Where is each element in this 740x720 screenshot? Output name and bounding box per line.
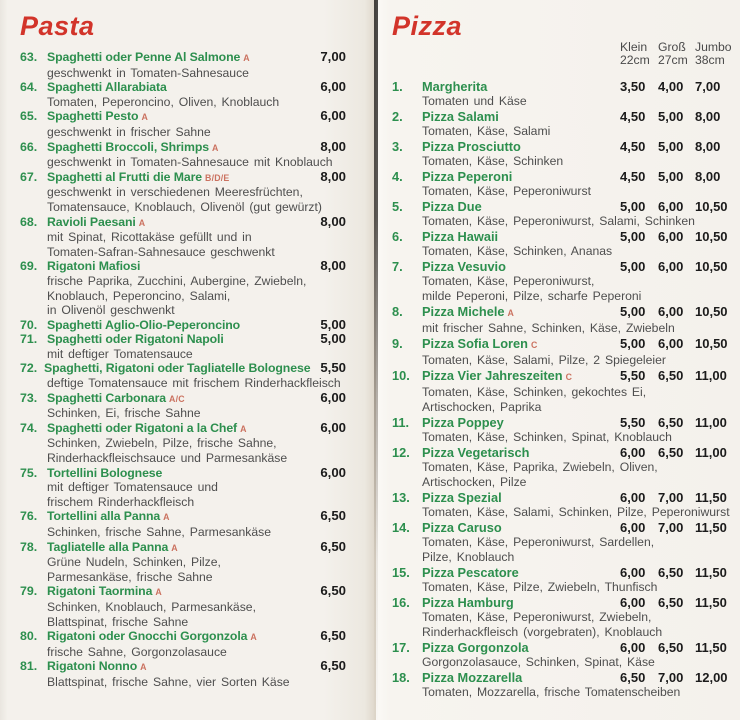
item-price: 8,00 (320, 213, 346, 229)
item-price-klein: 6,00 (620, 564, 646, 580)
item-price-jumbo: 11,00 (695, 444, 727, 460)
item-description: Tomaten, Käse, Schinken, Spinat, Knoblauch (422, 429, 672, 444)
allergen-codes: A (140, 662, 147, 673)
item-number: 8. (392, 303, 403, 319)
pizza-item (392, 169, 728, 199)
item-name: Pizza Michele A (422, 303, 515, 319)
pizza-item (392, 415, 728, 445)
pasta-item-line (20, 259, 346, 274)
pizza-item (392, 109, 728, 139)
pasta-item (20, 318, 346, 333)
item-description: in Olivenöl geschwenkt (47, 303, 175, 318)
item-price: 5,00 (320, 331, 346, 347)
item-price-gross: 6,00 (658, 198, 684, 214)
item-price-klein: 5,00 (620, 335, 646, 351)
item-number: 71. (20, 332, 38, 347)
pizza-item (392, 229, 728, 259)
pasta-item-line (20, 361, 346, 376)
item-description: Tomaten, Käse, Peperoniwurst, Zwiebeln, (422, 609, 652, 624)
item-price-gross: 6,50 (658, 594, 684, 610)
item-name: Pizza Gorgonzola (422, 639, 529, 655)
item-number: 18. (392, 669, 410, 685)
pasta-item-list (20, 50, 346, 690)
item-price-gross: 6,00 (658, 258, 684, 274)
allergen-codes: A (240, 423, 247, 434)
item-number: 69. (20, 259, 38, 274)
item-price-klein: 5,50 (620, 367, 646, 383)
item-number: 11. (392, 414, 410, 430)
size-header-jumbo (695, 40, 732, 67)
pizza-item-line (392, 415, 728, 430)
pasta-item (20, 421, 346, 466)
pizza-item (392, 336, 728, 368)
item-price-jumbo: 10,50 (695, 335, 728, 351)
pizza-item-line (392, 304, 728, 321)
item-description: geschwenkt in frischer Sahne (47, 124, 211, 139)
item-name: Spaghetti Aglio-Olio-Peperoncino (47, 317, 241, 332)
size-header-spacer (392, 41, 620, 67)
item-name: Pizza Due (422, 198, 482, 214)
item-price-klein: 4,50 (620, 168, 646, 184)
item-number: 66. (20, 139, 38, 154)
item-name: Rigatoni Mafiosi (47, 259, 141, 274)
item-description: Artischocken, Pilze (422, 474, 527, 489)
size-header-label: Klein (620, 40, 648, 54)
item-price-klein: 5,50 (620, 414, 646, 430)
pizza-item-line (392, 169, 728, 184)
pizza-item (392, 595, 728, 640)
item-price-gross: 7,00 (658, 669, 684, 685)
item-number: 17. (392, 639, 410, 655)
item-description: Tomaten, Käse, Peperoniwurst, Sardellen, (422, 534, 655, 549)
item-description: Tomaten, Käse, Schinken, gekochtes Ei, (422, 384, 647, 399)
pasta-item (20, 391, 346, 421)
item-name: Pizza Hamburg (422, 594, 514, 610)
item-name: Spaghetti Broccoli, Shrimps A (47, 139, 219, 154)
item-name: Pizza Vier Jahreszeiten C (422, 367, 573, 383)
item-price: 6,00 (320, 464, 346, 480)
item-name: Spaghetti Carbonara A/C (47, 390, 185, 405)
item-number: 74. (20, 420, 38, 435)
pizza-heading: Pizza (392, 11, 463, 41)
pasta-item (20, 584, 346, 629)
pasta-item (20, 170, 346, 215)
item-number: 75. (20, 465, 38, 480)
item-price-klein: 6,00 (620, 444, 646, 460)
item-number: 10. (392, 367, 410, 383)
page-fold-divider (374, 0, 378, 720)
item-number: 6. (392, 228, 403, 244)
item-description: Gorgonzolasauce, Schinken, Spinat, Käse (422, 654, 655, 669)
item-description: mit Spinat, Ricottakäse gefüllt und in (47, 230, 252, 245)
item-description: Tomaten, Käse, Salami (422, 123, 551, 138)
item-name: Tagliatelle alla Panna A (47, 539, 178, 554)
pizza-item-line (392, 229, 728, 244)
item-description: Blattspinat, frische Sahne, vier Sorten Käse (47, 674, 290, 689)
item-name: Tortellini Bolognese (47, 465, 163, 480)
item-name: Pizza Prosciutto (422, 138, 521, 154)
item-price: 6,50 (320, 628, 346, 644)
item-name: Ravioli Paesani A (47, 214, 146, 229)
pasta-item-line (20, 584, 346, 600)
item-description: frische Sahne, Gorgonzolasauce (47, 644, 227, 659)
item-name: Pizza Sofia Loren C (422, 335, 538, 351)
allergen-codes: A (138, 217, 146, 228)
item-name: Pizza Salami (422, 108, 499, 124)
allergen-codes: A (171, 542, 178, 553)
item-number: 14. (392, 519, 410, 535)
item-number: 16. (392, 594, 410, 610)
pasta-item (20, 466, 346, 510)
item-price-jumbo: 10,50 (695, 258, 728, 274)
item-description: Tomaten und Käse (422, 93, 527, 108)
pasta-item-line (20, 421, 346, 437)
item-price-jumbo: 12,00 (695, 669, 728, 685)
item-price-klein: 6,00 (620, 639, 646, 655)
item-description: Rinderhackfleischsauce und Parmesankäse (47, 451, 288, 466)
item-description: Tomatensauce, Knoblauch, Olivenöl (gut gewürzt) (47, 199, 322, 214)
item-description: Tomaten, Käse, Salami, Schinken, Pilze, Peperoniwurst (422, 504, 730, 519)
item-name: Spaghetti Pesto A (47, 109, 148, 124)
pizza-item-line (392, 640, 728, 655)
pasta-item (20, 540, 346, 585)
allergen-codes: C (530, 339, 538, 350)
item-number: 67. (20, 169, 38, 184)
size-header-label: Jumbo (695, 40, 732, 54)
item-number: 12. (392, 444, 410, 460)
pizza-item (392, 368, 728, 415)
item-price-klein: 6,50 (620, 669, 646, 685)
item-description: Grüne Nudeln, Schinken, Pilze, (47, 555, 221, 570)
pasta-item-line (20, 509, 346, 525)
item-description: Knoblauch, Peperoncino, Salami, (47, 288, 231, 303)
item-number: 3. (392, 138, 403, 154)
size-header-klein (620, 41, 658, 67)
pizza-item-line (392, 336, 728, 353)
item-name: Pizza Hawaii (422, 228, 499, 244)
item-number: 7. (392, 258, 403, 274)
item-description: Schinken, Zwiebeln, Pilze, frische Sahne, (47, 436, 277, 451)
pasta-item-line (20, 109, 346, 125)
item-description: Tomaten, Käse, Paprika, Zwiebeln, Oliven, (422, 459, 658, 474)
item-description: Tomaten, Käse, Peperoniwurst, Salami, Schinken (422, 213, 695, 228)
pizza-item (392, 490, 728, 520)
allergen-codes: A (155, 587, 162, 598)
pizza-item (392, 199, 728, 229)
item-name: Rigatoni oder Gnocchi Gorgonzola A (47, 629, 257, 644)
item-price: 7,00 (320, 49, 346, 64)
item-number: 81. (20, 659, 38, 674)
item-name: Spaghetti oder Penne Al Salmone A (47, 50, 250, 64)
pasta-item-line (20, 50, 346, 66)
item-price-gross: 4,00 (658, 78, 684, 94)
item-name: Pizza Caruso (422, 519, 502, 535)
item-price-jumbo: 8,00 (695, 168, 721, 184)
item-number: 78. (20, 539, 38, 554)
pasta-item (20, 509, 346, 539)
item-price-klein: 5,00 (620, 228, 646, 244)
allergen-codes: A (507, 307, 515, 318)
allergen-codes: A (243, 53, 250, 63)
pizza-item-line (392, 199, 728, 214)
item-description: geschwenkt in Tomaten-Sahnesauce mit Knoblauch (47, 155, 333, 170)
pizza-item-line (392, 445, 728, 460)
item-number: 9. (392, 335, 403, 351)
pizza-item (392, 565, 728, 595)
item-name: Pizza Pescatore (422, 564, 519, 580)
item-price: 6,50 (320, 508, 346, 524)
item-number: 73. (20, 390, 38, 405)
size-header-size: 27cm (658, 52, 688, 67)
pasta-item-line (20, 80, 346, 95)
item-name: Pizza Mozzarella (422, 669, 523, 685)
item-price-jumbo: 11,50 (695, 639, 727, 655)
allergen-codes: A (141, 112, 148, 123)
item-description: deftige Tomatensauce mit frischem Rinderhackfleisch (47, 376, 341, 391)
pizza-size-header-row (392, 40, 732, 67)
pizza-item (392, 445, 728, 490)
pasta-item-line (20, 659, 346, 675)
item-description: Parmesankäse, frische Sahne (47, 569, 213, 584)
item-price: 8,00 (320, 138, 346, 154)
item-description: Tomaten, Käse, Peperoniwurst (422, 183, 591, 198)
item-price-gross: 7,00 (658, 489, 684, 505)
allergen-codes: C (565, 371, 573, 382)
allergen-codes: A/C (169, 393, 185, 404)
item-name: Tortellini alla Panna A (47, 509, 170, 524)
pizza-section (392, 11, 732, 700)
item-number: 79. (20, 584, 38, 599)
pasta-item-line (20, 629, 346, 645)
pasta-item (20, 629, 346, 659)
item-number: 2. (392, 108, 403, 124)
item-price-gross: 7,00 (658, 519, 684, 535)
item-description: frische Paprika, Zucchini, Aubergine, Zwiebeln, (47, 273, 307, 288)
item-price-jumbo: 7,00 (695, 78, 721, 94)
pizza-item-line (392, 520, 728, 535)
item-price-klein: 5,00 (620, 303, 646, 319)
item-name: Spaghetti Allarabiata (47, 80, 167, 95)
item-price: 6,50 (320, 583, 346, 599)
item-price: 6,50 (320, 658, 346, 674)
item-price: 6,00 (320, 79, 346, 95)
item-description: Tomaten, Käse, Schinken (422, 153, 564, 168)
pizza-item-line (392, 595, 728, 610)
allergen-codes: A (211, 142, 219, 153)
item-price-jumbo: 8,00 (695, 108, 721, 124)
item-description: Artischocken, Paprika (422, 399, 542, 414)
item-description: mit deftiger Tomatensauce (47, 346, 193, 361)
item-description: geschwenkt in verschiedenen Meeresfrüchten, (47, 185, 303, 200)
item-price-jumbo: 11,50 (695, 594, 727, 610)
pasta-item-line (20, 466, 346, 481)
item-description: Schinken, Knoblauch, Parmesankäse, (47, 599, 256, 614)
item-price-gross: 6,50 (658, 639, 684, 655)
item-price-jumbo: 10,50 (695, 303, 728, 319)
item-price: 5,50 (320, 360, 346, 376)
item-price-jumbo: 11,00 (695, 414, 727, 430)
pasta-item-line (20, 318, 346, 333)
item-number: 5. (392, 198, 403, 214)
item-number: 76. (20, 509, 38, 524)
item-price: 6,50 (320, 538, 346, 554)
item-description: Rinderhackfleisch (vorgebraten), Knoblauch (422, 624, 663, 639)
item-price-gross: 6,00 (658, 228, 684, 244)
item-description: Tomaten, Mozzarella, frische Tomatenscheiben (422, 684, 681, 699)
item-description: Pilze, Knoblauch (422, 549, 515, 564)
item-number: 4. (392, 168, 403, 184)
item-price-klein: 6,00 (620, 519, 646, 535)
item-price-klein: 5,00 (620, 198, 646, 214)
pasta-item (20, 80, 346, 109)
pizza-item-line (392, 109, 728, 124)
pizza-item-line (392, 565, 728, 580)
pizza-item (392, 79, 728, 109)
size-header-size: 22cm (620, 52, 650, 67)
item-price-gross: 6,50 (658, 367, 684, 383)
item-price-jumbo: 10,50 (695, 198, 728, 214)
item-price-klein: 4,50 (620, 138, 646, 154)
item-price-gross: 6,50 (658, 444, 684, 460)
item-name: Spaghetti oder Rigatoni Napoli (47, 332, 224, 347)
item-name: Pizza Vesuvio (422, 258, 506, 274)
pizza-item (392, 304, 728, 336)
item-name: Spaghetti al Frutti die Mare B/D/E (47, 169, 230, 184)
item-description: Tomaten, Käse, Pilze, Zwiebeln, Thunfisch (422, 579, 658, 594)
allergen-codes: A (250, 632, 257, 643)
item-number: 15. (392, 564, 410, 580)
pasta-heading: Pasta (20, 11, 95, 41)
pizza-item (392, 259, 728, 304)
pasta-item (20, 332, 346, 361)
pizza-item (392, 139, 728, 169)
size-header-size: 38cm (695, 52, 725, 67)
item-price: 6,00 (320, 419, 346, 435)
item-number: 63. (20, 50, 38, 64)
item-price: 8,00 (320, 258, 346, 274)
pizza-item (392, 640, 728, 670)
item-price-klein: 6,00 (620, 489, 646, 505)
pasta-item-line (20, 140, 346, 156)
pizza-item-line (392, 490, 728, 505)
item-price-gross: 6,50 (658, 414, 684, 430)
item-description: Tomaten, Käse, Salami, Pilze, 2 Spiegeleier (422, 352, 666, 367)
size-header-label: Groß (658, 40, 686, 54)
item-number: 70. (20, 317, 38, 332)
item-number: 64. (20, 80, 38, 95)
pasta-item-line (20, 540, 346, 556)
item-price: 6,00 (320, 108, 346, 124)
pizza-item (392, 670, 728, 700)
item-price-jumbo: 10,50 (695, 228, 728, 244)
item-price: 8,00 (320, 168, 346, 184)
item-price: 6,00 (320, 389, 346, 405)
pizza-item-line (392, 368, 728, 385)
item-price-klein: 3,50 (620, 78, 646, 94)
pizza-item (392, 520, 728, 565)
item-description: Blattspinat, frische Sahne (47, 614, 189, 629)
item-name: Spaghetti, Rigatoni oder Tagliatelle Bolognese (44, 361, 311, 376)
pizza-item-line (392, 670, 728, 685)
pasta-item (20, 109, 346, 139)
item-description: mit frischer Sahne, Schinken, Käse, Zwiebeln (422, 320, 675, 335)
item-name: Rigatoni Nonno A (47, 659, 147, 674)
item-number: 1. (392, 78, 403, 94)
item-price-gross: 6,00 (658, 335, 684, 351)
pizza-item-line (392, 259, 728, 274)
item-name: Pizza Poppey (422, 414, 504, 430)
pasta-item-line (20, 332, 346, 347)
pasta-item (20, 659, 346, 689)
item-price: 5,00 (320, 316, 346, 332)
item-description: Tomaten, Käse, Peperoniwurst, (422, 273, 595, 288)
item-price-gross: 5,00 (658, 138, 684, 154)
item-price-klein: 5,00 (620, 258, 646, 274)
item-price-gross: 6,00 (658, 303, 684, 319)
item-name: Margherita (422, 78, 488, 94)
pasta-item (20, 140, 346, 170)
pasta-item (20, 361, 346, 390)
item-price-jumbo: 11,50 (695, 564, 727, 580)
item-price-klein: 4,50 (620, 108, 646, 124)
item-number: 68. (20, 214, 38, 229)
pasta-item-line (20, 170, 346, 186)
item-description: mit deftiger Tomatensauce und (47, 480, 218, 495)
pizza-item-list (392, 79, 728, 700)
item-description: Tomaten, Peperoncino, Oliven, Knoblauch (47, 94, 280, 109)
pizza-item-line (392, 79, 728, 94)
pasta-item-line (20, 391, 346, 407)
pasta-item (20, 50, 346, 80)
item-price-jumbo: 11,50 (695, 489, 727, 505)
item-description: Schinken, Ei, frische Sahne (47, 406, 201, 421)
item-name: Spaghetti oder Rigatoni a la Chef A (47, 420, 247, 435)
item-price-gross: 5,00 (658, 108, 684, 124)
pasta-item-line (20, 215, 346, 231)
item-price-klein: 6,00 (620, 594, 646, 610)
item-description: frischem Rinderhackfleisch (47, 494, 195, 509)
pasta-item (20, 215, 346, 260)
pasta-item (20, 259, 346, 317)
item-description: milde Peperoni, Pilze, scharfe Peperoni (422, 288, 642, 303)
item-price-jumbo: 8,00 (695, 138, 721, 154)
allergen-codes: B/D/E (205, 172, 230, 183)
pizza-item-line (392, 139, 728, 154)
item-price-jumbo: 11,50 (695, 519, 727, 535)
item-description: Tomaten-Safran-Sahnesauce geschwenkt (47, 244, 275, 259)
item-name: Pizza Spezial (422, 489, 502, 505)
item-name: Pizza Peperoni (422, 168, 513, 184)
item-number: 80. (20, 629, 38, 644)
item-price-gross: 6,50 (658, 564, 684, 580)
size-header-gross (658, 41, 695, 67)
item-description: Schinken, frische Sahne, Parmesankäse (47, 525, 271, 539)
item-number: 13. (392, 489, 410, 505)
item-price-gross: 5,00 (658, 168, 684, 184)
allergen-codes: A (163, 512, 170, 523)
item-description: geschwenkt in Tomaten-Sahnesauce (47, 65, 249, 80)
item-description: Tomaten, Käse, Schinken, Ananas (422, 243, 613, 258)
item-name: Rigatoni Taormina A (47, 584, 162, 599)
item-price-jumbo: 11,00 (695, 367, 727, 383)
item-name: Pizza Vegetarisch (422, 444, 530, 460)
pasta-section (20, 12, 346, 690)
item-number: 65. (20, 109, 38, 124)
item-number: 72. (20, 361, 38, 376)
